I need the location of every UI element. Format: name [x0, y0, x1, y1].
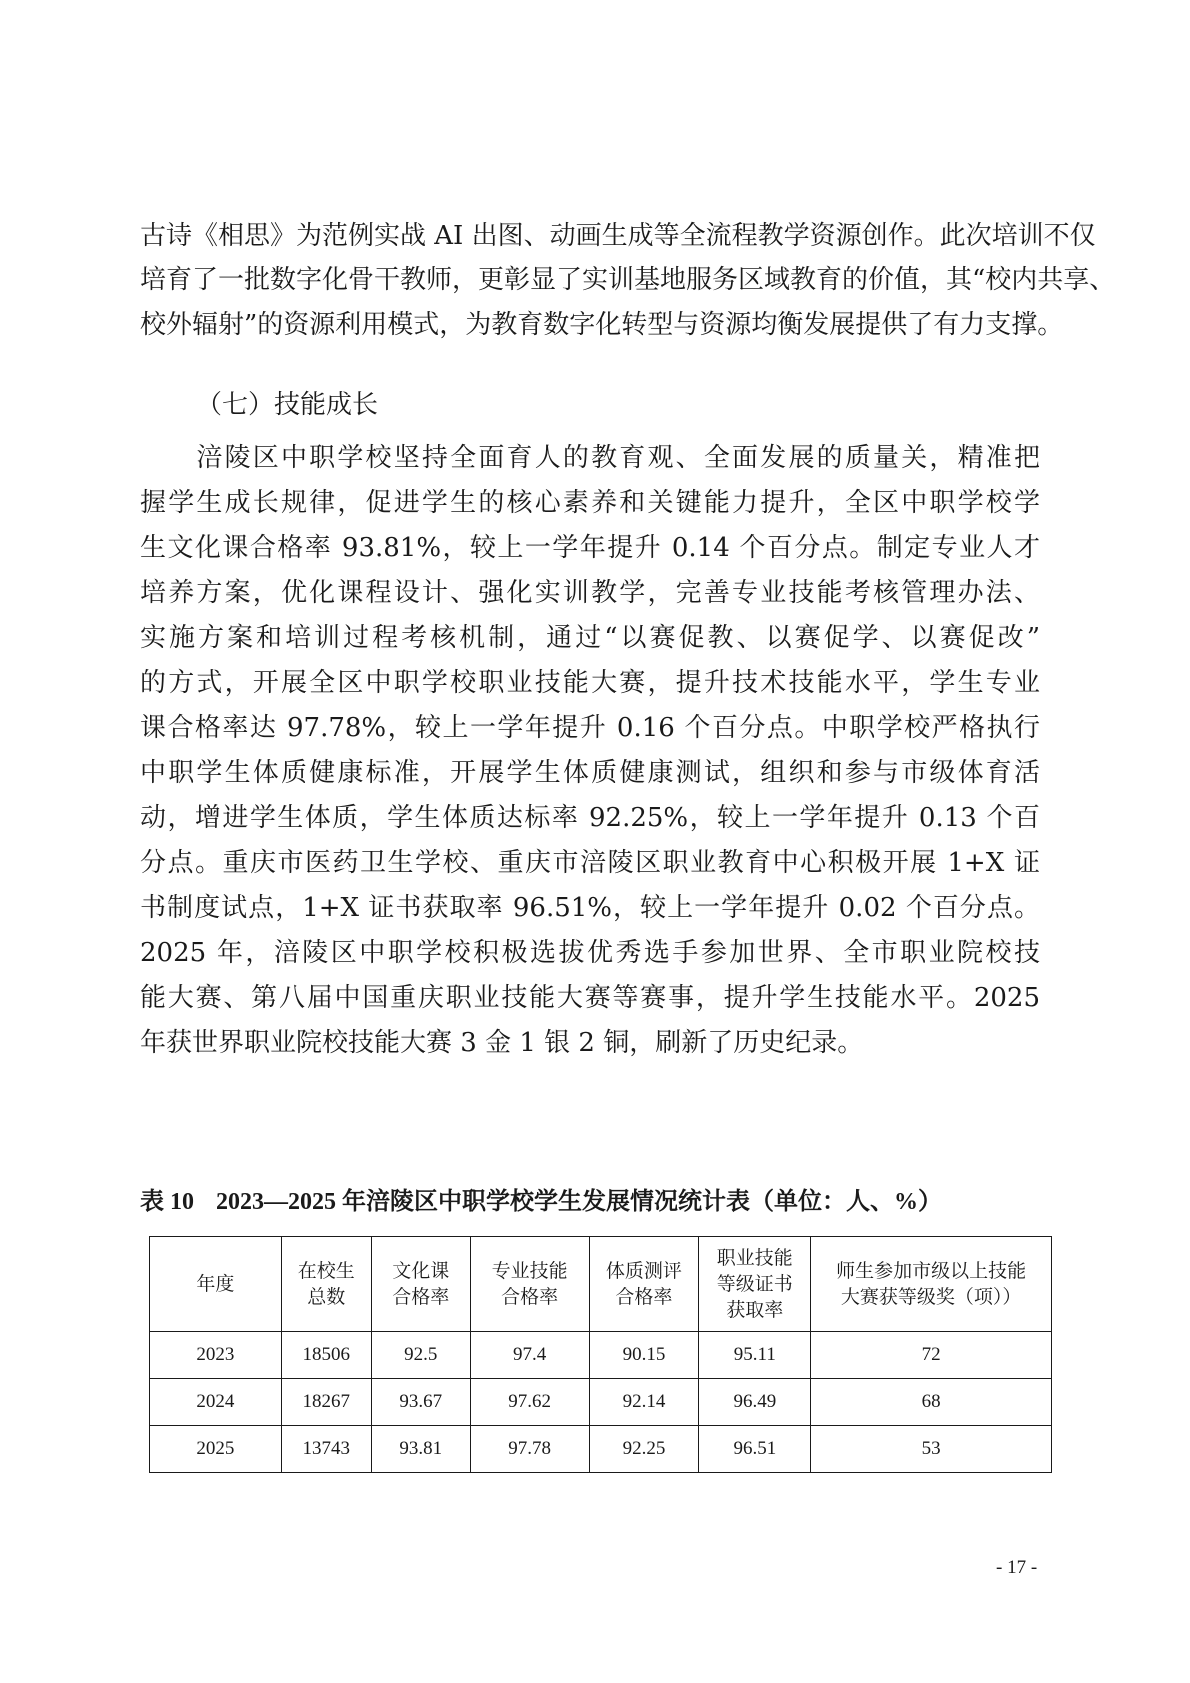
table-cell: 2023 [150, 1332, 282, 1379]
table-cell: 93.67 [371, 1379, 470, 1426]
table-caption [140, 1187, 1052, 1217]
body-line: 培养方案，优化课程设计、强化实训教学，完善专业技能考核管理办法、 [140, 578, 1040, 608]
section-heading: （七）技能成长 [196, 390, 379, 420]
table-cell: 92.25 [589, 1426, 699, 1473]
table-cell: 18267 [281, 1379, 371, 1426]
header-line: 大赛获等级奖（项）） [840, 1286, 1022, 1308]
table-row [150, 1426, 1052, 1473]
table-cell: 96.51 [699, 1426, 811, 1473]
header-line: 等级证书 [716, 1273, 793, 1295]
table-row [150, 1379, 1052, 1426]
header-enrollment [281, 1237, 371, 1332]
header-line: 合格率 [392, 1286, 450, 1308]
header-line: 合格率 [501, 1286, 559, 1308]
table-cell: 93.81 [371, 1426, 470, 1473]
body-line: 中职学生体质健康标准，开展学生体质健康测试，组织和参与市级体育活 [140, 758, 1040, 788]
body-line: 古诗《相思》为范例实战 AI 出图、动画生成等全流程教学资源创作。此次培训不仅 [140, 221, 1096, 251]
header-skill-pass-rate [470, 1237, 589, 1332]
student-development-table [149, 1236, 1052, 1473]
body-line: 实施方案和培训过程考核机制，通过“以赛促教、以赛促学、以赛促改” [140, 623, 1040, 653]
body-line: 涪陵区中职学校坚持全面育人的教育观、全面发展的质量关，精准把 [140, 443, 1040, 473]
table-header-row [150, 1237, 1052, 1332]
header-line: 体质测评 [605, 1260, 682, 1282]
table-cell: 53 [811, 1426, 1052, 1473]
body-line: 的方式，开展全区中职学校职业技能大赛，提升技术技能水平，学生专业 [140, 668, 1040, 698]
table-caption-title: 2023—2025 年涪陵区中职学校学生发展情况统计表（单位：人、%） [216, 1189, 942, 1215]
table-cell: 95.11 [699, 1332, 811, 1379]
table-cell: 92.5 [371, 1332, 470, 1379]
table-cell: 18506 [281, 1332, 371, 1379]
table-cell: 90.15 [589, 1332, 699, 1379]
body-line: 书制度试点，1+X 证书获取率 96.51%，较上一学年提升 0.02 个百分点。 [140, 893, 1040, 923]
header-line: 在校生 [297, 1260, 355, 1282]
body-line: 校外辐射”的资源利用模式，为教育数字化转型与资源均衡发展提供了有力支撑。 [140, 310, 1064, 340]
table-cell: 2024 [150, 1379, 282, 1426]
body-line: 年获世界职业院校技能大赛 3 金 1 银 2 铜，刷新了历史纪录。 [140, 1028, 864, 1058]
body-line: 握学生成长规律，促进学生的核心素养和关键能力提升，全区中职学校学 [140, 488, 1040, 518]
header-culture-pass-rate [371, 1237, 470, 1332]
table-body [150, 1332, 1052, 1473]
table-cell: 97.62 [470, 1379, 589, 1426]
header-competition-awards [811, 1237, 1052, 1332]
body-line: 生文化课合格率 93.81%，较上一学年提升 0.14 个百分点。制定专业人才 [140, 533, 1040, 563]
body-line: 2025 年，涪陵区中职学校积极选拔优秀选手参加世界、全市职业院校技 [140, 938, 1040, 968]
table-caption-number: 表 10 [140, 1189, 194, 1215]
table-cell: 2025 [150, 1426, 282, 1473]
header-fitness-pass-rate [589, 1237, 699, 1332]
header-line: 专业技能 [491, 1260, 568, 1282]
table-row [150, 1332, 1052, 1379]
header-line: 年度 [196, 1273, 235, 1295]
header-line: 职业技能 [716, 1247, 793, 1269]
body-line: 能大赛、第八届中国重庆职业技能大赛等赛事，提升学生技能水平。2025 [140, 983, 1040, 1013]
header-line: 获取率 [726, 1299, 784, 1321]
table-cell: 72 [811, 1332, 1052, 1379]
header-line: 文化课 [392, 1260, 450, 1282]
header-year [150, 1237, 282, 1332]
body-line: 课合格率达 97.78%，较上一学年提升 0.16 个百分点。中职学校严格执行 [140, 713, 1040, 743]
header-certificate-rate [699, 1237, 811, 1332]
table-cell: 13743 [281, 1426, 371, 1473]
body-line: 分点。重庆市医药卫生学校、重庆市涪陵区职业教育中心积极开展 1+X 证 [140, 848, 1040, 878]
table-cell: 97.4 [470, 1332, 589, 1379]
body-line: 动，增进学生体质，学生体质达标率 92.25%，较上一学年提升 0.13 个百 [140, 803, 1040, 833]
table-cell: 92.14 [589, 1379, 699, 1426]
header-line: 总数 [307, 1286, 346, 1308]
table-cell: 96.49 [699, 1379, 811, 1426]
page-number: - 17 - [996, 1557, 1038, 1578]
table-cell: 68 [811, 1379, 1052, 1426]
header-line: 合格率 [615, 1286, 673, 1308]
header-line: 师生参加市级以上技能 [836, 1260, 1027, 1282]
body-line: 培育了一批数字化骨干教师，更彰显了实训基地服务区域教育的价值，其“校内共享、 [140, 265, 1116, 295]
table-cell: 97.78 [470, 1426, 589, 1473]
